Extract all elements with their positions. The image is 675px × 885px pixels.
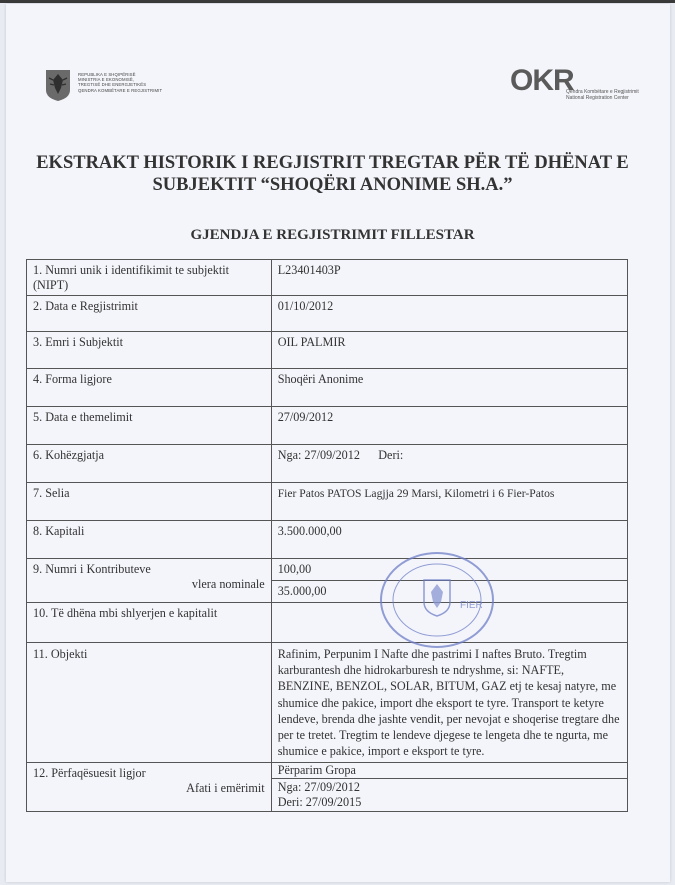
legal-representatives-label: 12. Përfaqësuesit ligjor <box>33 766 146 781</box>
row-value: Përparim Gropa <box>271 763 627 779</box>
table-row <box>27 483 628 521</box>
table-row <box>27 369 628 407</box>
registration-table <box>26 259 628 812</box>
row-label: 5. Data e themelimit <box>27 407 272 445</box>
official-stamp-icon <box>378 550 496 650</box>
table-row <box>27 559 628 581</box>
table-row <box>27 332 628 369</box>
row-label: 3. Emri i Subjektit <box>27 332 272 369</box>
table-row <box>27 603 628 643</box>
document-title: EKSTRAKT HISTORIK I REGJISTRIT TREGTAR PËR TË DHËNAT E SUBJEKTIT “SHOQËRI ANONIME SH.A.” <box>36 153 629 195</box>
row-label: 10. Të dhëna mbi shlyerjen e kapitalit <box>27 603 272 643</box>
row-value: 01/10/2012 <box>271 296 627 332</box>
svg-text:FIER: FIER <box>460 600 483 611</box>
contributions-label: 9. Numri i Kontributeve <box>33 562 151 576</box>
row-value: Nga: 27/09/2012 Deri: <box>271 445 627 483</box>
table-row <box>27 407 628 445</box>
row-label: 4. Forma ligjore <box>27 369 272 407</box>
row-label: 7. Selia <box>27 483 272 521</box>
row-label: 1. Numri unik i identifikimit te subjektit (NIPT) <box>27 260 272 296</box>
nominal-value-label: vlera nominale <box>191 577 265 591</box>
table-row <box>27 260 628 296</box>
table-row <box>27 445 628 483</box>
row-label <box>27 763 272 812</box>
table-row <box>27 763 628 779</box>
top-border-line <box>0 0 675 3</box>
row-label: 11. Objekti <box>27 643 272 763</box>
row-label: 8. Kapitali <box>27 521 272 559</box>
section-title: GJENDJA E REGJISTRIMIT FILLESTAR <box>190 227 475 243</box>
row-value: 27/09/2012 <box>271 407 627 445</box>
row-value: 3.500.000,00 <box>271 521 627 559</box>
row-label <box>27 559 272 603</box>
institution-name: REPUBLIKA E SHQIPËRISË MINISTRIA E EKONOMISË, TREGTISË DHE ENERGJETIKËS QENDRA KOMBËTARE E REGJISTRIMIT <box>78 72 163 93</box>
row-label: 6. Kohëzgjatja <box>27 445 272 483</box>
row-value: Fier Patos PATOS Lagjja 29 Marsi, Kilometri i 6 Fier-Patos <box>271 483 627 521</box>
appointment-term-label: Afati i emërimit <box>186 781 265 796</box>
albanian-emblem-icon <box>44 68 72 102</box>
okr-logo: OKR <box>510 64 574 97</box>
table-row <box>27 296 628 332</box>
row-value: 35.000,00 <box>271 581 627 603</box>
row-label: 2. Data e Regjistrimit <box>27 296 272 332</box>
table-row <box>27 521 628 559</box>
object-description: Rafinim, Perpunim I Nafte dhe pastrimi I naftes Bruto. Tregtim karburantesh dhe hidrokarburesh te ndryshme, si: NAFTE, BENZINE, BENZOL, SOLAR, BITUM, GAZ etj te kesaj natyre, me shumice dhe pakice, import dhe eksport te tyre. Transport te ketyre lendeve, brenda dhe jashte vendit, per nevojat e shoqerise tregtare dhe per te tretet. Tregtim te lendeve djegese te lengeta dhe te ngurta, me shumice e pakice, import e eksport te tyre. <box>271 643 627 763</box>
row-value: L23401403P <box>271 260 627 296</box>
appointment-term-value: Nga: 27/09/2012 Deri: 27/09/2015 <box>271 779 627 812</box>
row-value: Shoqëri Anonime <box>271 369 627 407</box>
row-value: OIL PALMIR <box>271 332 627 369</box>
okr-logo-subtitle: Qendra Kombëtare e Regjistrimit National Registration Center <box>566 89 639 101</box>
table-row <box>27 643 628 763</box>
row-value: 100,00 <box>271 559 627 581</box>
